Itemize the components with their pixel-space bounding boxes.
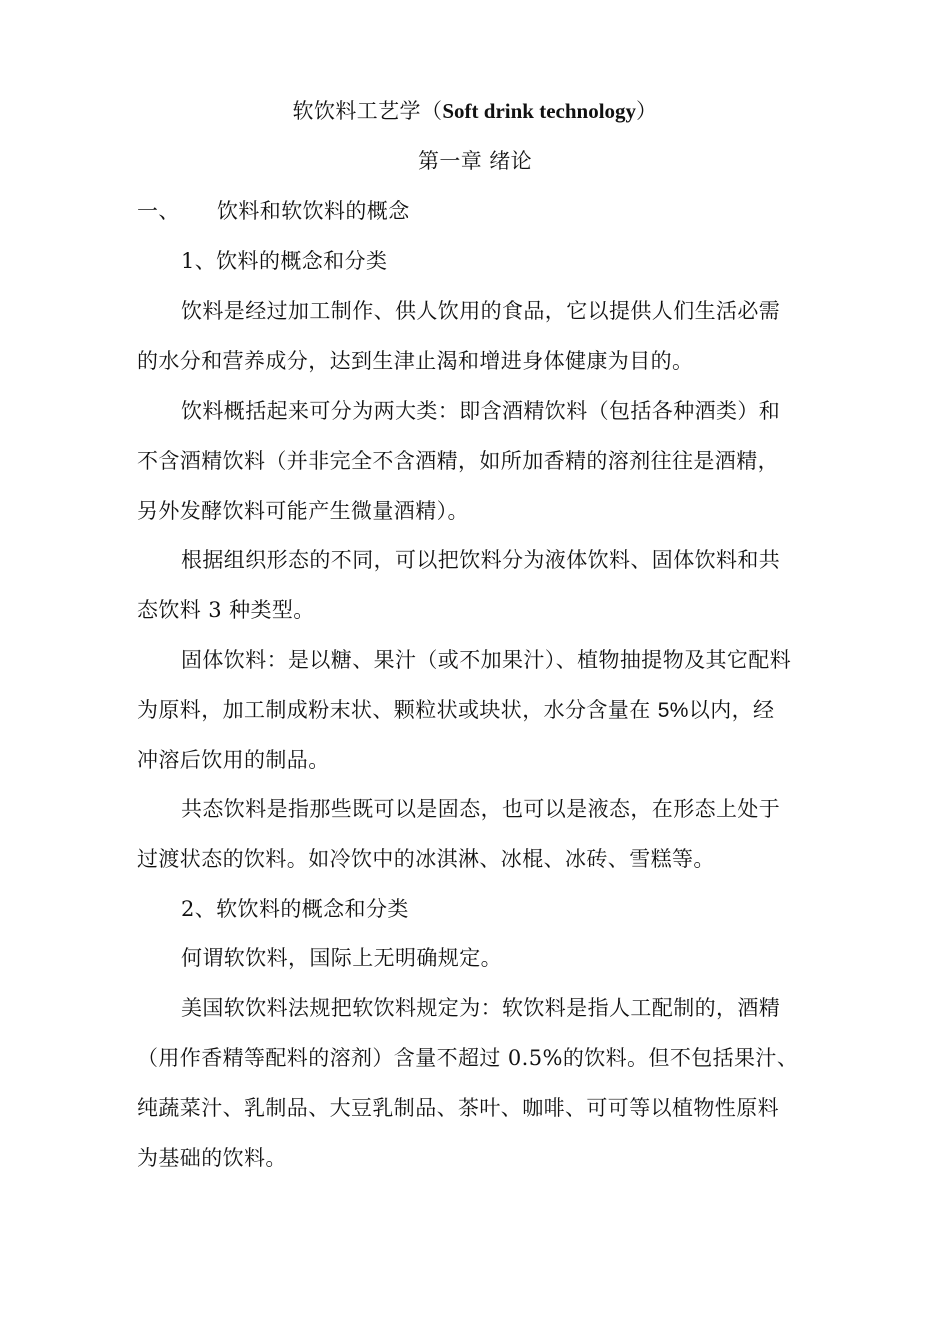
paragraph-line: 的水分和营养成分，达到生津止渴和增进身体健康为目的。	[137, 349, 694, 373]
paragraph-line: 根据组织形态的不同，可以把饮料分为液体饮料、固体饮料和共	[181, 548, 781, 572]
paragraph-line: 不含酒精饮料（并非完全不含酒精，如所加香精的溶剂往往是酒精，	[137, 449, 779, 473]
subsection-heading-2: 2、软饮料的概念和分类	[181, 897, 409, 921]
paragraph-line: 态饮料 3 种类型。	[137, 598, 315, 622]
paragraph-line: 过渡状态的饮料。如冷饮中的冰淇淋、冰棍、冰砖、雪糕等。	[137, 847, 715, 871]
subsection-heading-1: 1、饮料的概念和分类	[181, 249, 388, 273]
paragraph-line: 美国软饮料法规把软饮料规定为：软饮料是指人工配制的，酒精	[181, 996, 781, 1020]
paragraph-line	[137, 696, 774, 725]
section-number: 一、	[137, 199, 180, 223]
paragraph-line: （用作香精等配料的溶剂）含量不超过 0.5%的饮料。但不包括果汁、	[137, 1046, 799, 1070]
paragraph-line: 另外发酵饮料可能产生微量酒精）。	[137, 499, 469, 523]
paragraph-line: 固体饮料：是以糖、果汁（或不加果汁）、植物抽提物及其它配料	[181, 648, 792, 672]
section-label: 饮料和软饮料的概念	[217, 199, 410, 223]
paragraph-line: 饮料概括起来可分为两大类：即含酒精饮料（包括各种酒类）和	[181, 399, 781, 423]
section-heading-1	[137, 197, 410, 225]
paragraph-line: 纯蔬菜汁、乳制品、大豆乳制品、茶叶、咖啡、可可等以植物性原料	[137, 1096, 779, 1120]
title-chinese: 软饮料工艺学（	[292, 99, 443, 123]
paragraph-line: 共态饮料是指那些既可以是固态，也可以是液态，在形态上处于	[181, 797, 781, 821]
title-close-paren: ）	[636, 99, 658, 123]
paragraph-line: 何谓软饮料，国际上无明确规定。	[181, 946, 502, 970]
paragraph-line: 冲溶后饮用的制品。	[137, 748, 330, 772]
document-title	[0, 97, 950, 125]
chapter-heading: 第一章 绪论	[417, 149, 533, 173]
paragraph-line: 为基础的饮料。	[137, 1146, 287, 1170]
text-span: 为原料，加工制成粉末状、颗粒状或块状，水分含量在	[137, 698, 658, 722]
paragraph-line: 饮料是经过加工制作、供人饮用的食品，它以提供人们生活必需	[181, 299, 781, 323]
percentage-value: 5%	[657, 699, 689, 722]
title-english: Soft drink technology	[442, 99, 637, 123]
text-span: 以内，经	[688, 698, 775, 722]
